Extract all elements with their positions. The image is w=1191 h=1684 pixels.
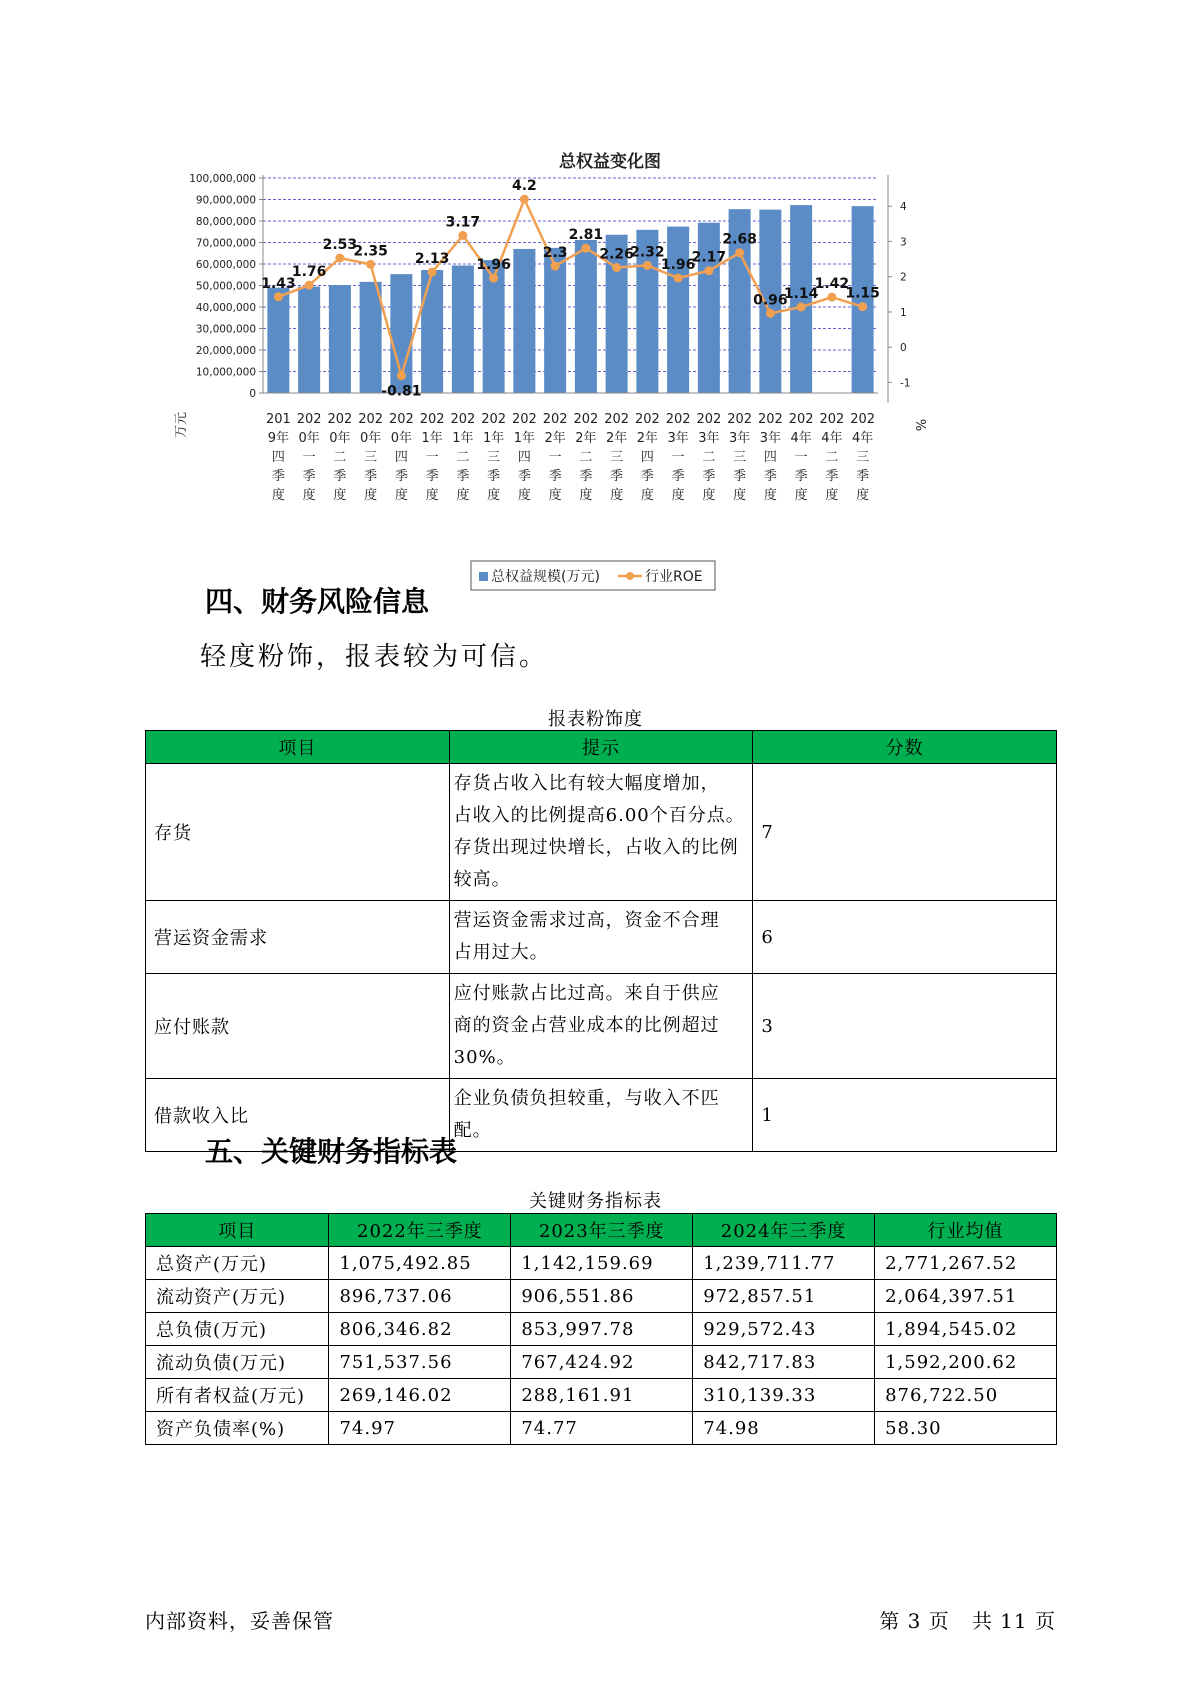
roe-point <box>735 248 744 257</box>
x-tick-label: 202 0年一季度 <box>296 412 322 503</box>
footer-page-number: 第 3 页 共 11 页 <box>879 1609 1056 1633</box>
roe-point <box>458 231 467 240</box>
y-right-tick-label: 2 <box>900 271 907 284</box>
kpi-value: 1,239,711.77 <box>693 1247 875 1280</box>
kpi-item: 总资产(万元) <box>146 1247 329 1280</box>
roe-point <box>489 274 498 283</box>
equity-bar <box>421 270 443 393</box>
x-tick-label: 202 4年三季度 <box>850 412 876 503</box>
table-row <box>146 974 1057 1079</box>
roe-data-label: 2.81 <box>568 227 604 244</box>
roe-data-label: 2.35 <box>353 243 388 260</box>
y-left-tick-label: 60,000,000 <box>195 259 256 271</box>
kpi-value: 1,592,200.62 <box>875 1346 1057 1379</box>
roe-point <box>551 262 560 271</box>
kpi-value: 929,572.43 <box>693 1313 875 1346</box>
equity-bar <box>298 287 320 393</box>
table-row <box>146 1379 1057 1412</box>
roe-data-label: 1.42 <box>814 276 850 293</box>
chart-legend <box>471 561 715 590</box>
y-left-tick-label: 70,000,000 <box>195 237 256 250</box>
header-score: 分数 <box>753 731 1057 764</box>
x-tick-label: 202 3年四季度 <box>757 412 783 503</box>
roe-point <box>274 292 283 301</box>
roe-data-label: 2.32 <box>630 244 665 261</box>
x-tick-label: 202 1年三季度 <box>481 412 507 503</box>
x-tick-label: 202 2年一季度 <box>542 412 568 503</box>
roe-point <box>674 274 683 283</box>
section-4-title: 四、财务风险信息 <box>205 585 430 618</box>
x-tick-label: 202 4年二季度 <box>819 412 845 503</box>
equity-bar <box>452 266 474 393</box>
risk-hint: 存货占收入比有较大幅度增加， 占收入的比例提高6.00个百分点。 存货出现过快增长，占收入的比例 较高。 <box>449 764 753 901</box>
x-tick-label: 202 4年一季度 <box>788 412 814 503</box>
roe-point <box>704 266 713 275</box>
y-right-tick-label: 0 <box>900 342 907 355</box>
kpi-value: 896,737.06 <box>329 1280 511 1313</box>
roe-data-label: 2.53 <box>322 237 358 254</box>
kpi-value: 2,064,397.51 <box>875 1280 1057 1313</box>
risk-hint: 营运资金需求过高，资金不合理 占用过大。 <box>449 901 753 974</box>
y-left-tick-label: 40,000,000 <box>195 302 256 314</box>
kpi-value: 58.30 <box>875 1412 1057 1445</box>
roe-data-label: 1.15 <box>845 285 880 302</box>
kpi-value: 2,771,267.52 <box>875 1247 1057 1280</box>
risk-item: 存货 <box>146 764 450 901</box>
roe-point <box>797 303 806 312</box>
header-hint: 提示 <box>449 731 753 764</box>
section-5-title: 五、关键财务指标表 <box>205 1135 458 1168</box>
risk-item: 应付账款 <box>146 974 450 1079</box>
header-item: 项目 <box>146 731 450 764</box>
equity-bar <box>667 227 689 393</box>
header-item: 项目 <box>146 1214 329 1247</box>
roe-data-label: 1.96 <box>660 257 696 274</box>
equity-bar <box>698 223 720 393</box>
equity-bar <box>575 240 597 393</box>
x-tick-label: 202 1年四季度 <box>511 412 537 503</box>
y-left-tick-label: 30,000,000 <box>195 323 256 336</box>
x-tick-label: 202 1年二季度 <box>450 412 476 503</box>
y-right-tick-label: -1 <box>900 377 911 390</box>
kpi-value: 288,161.91 <box>511 1379 693 1412</box>
kpi-value: 310,139.33 <box>693 1379 875 1412</box>
legend-line-label: 行业ROE <box>645 569 703 585</box>
kpi-value: 269,146.02 <box>329 1379 511 1412</box>
x-tick-label: 201 9年四季度 <box>265 412 291 503</box>
roe-data-label: 2.68 <box>722 231 757 248</box>
kpi-item: 流动负债(万元) <box>146 1346 329 1379</box>
equity-bar <box>267 288 289 393</box>
roe-point <box>643 261 652 270</box>
kpi-table-header <box>146 1214 1057 1247</box>
table-row <box>146 1412 1057 1445</box>
y-right-tick-label: 4 <box>900 201 907 214</box>
y-left-tick-label: 100,000,000 <box>189 173 256 185</box>
kpi-item: 所有者权益(万元) <box>146 1379 329 1412</box>
header-2023q3: 2023年三季度 <box>511 1214 693 1247</box>
kpi-value: 1,894,545.02 <box>875 1313 1057 1346</box>
table-row <box>146 1313 1057 1346</box>
roe-data-label: 1.14 <box>783 286 819 302</box>
kpi-value: 1,142,159.69 <box>511 1247 693 1280</box>
legend-line-marker <box>626 572 634 580</box>
header-industry-avg: 行业均值 <box>875 1214 1057 1247</box>
kpi-item: 总负债(万元) <box>146 1313 329 1346</box>
kpi-table <box>145 1213 1057 1445</box>
kpi-table-caption: 关键财务指标表 <box>529 1191 662 1212</box>
roe-point <box>428 268 437 277</box>
risk-table <box>145 730 1057 1152</box>
roe-data-label: -0.81 <box>381 383 422 400</box>
x-tick-label: 202 2年三季度 <box>604 412 630 503</box>
table-row <box>146 1280 1057 1313</box>
x-tick-label: 202 3年三季度 <box>727 412 753 503</box>
roe-point <box>766 309 775 318</box>
risk-hint: 企业负债负担较重，与收入不匹 配。 <box>449 1079 753 1152</box>
y-left-tick-label: 10,000,000 <box>195 366 256 379</box>
roe-data-label: 1.76 <box>291 264 327 281</box>
kpi-item: 流动资产(万元) <box>146 1280 329 1313</box>
roe-data-label: 4.2 <box>511 178 537 195</box>
roe-point <box>520 195 529 204</box>
kpi-value: 906,551.86 <box>511 1280 693 1313</box>
y-left-tick-label: 80,000,000 <box>195 216 256 228</box>
roe-point <box>827 293 836 302</box>
risk-table-caption: 报表粉饰度 <box>548 709 643 730</box>
kpi-value: 74.77 <box>511 1412 693 1445</box>
kpi-value: 972,857.51 <box>693 1280 875 1313</box>
roe-data-label: 2.17 <box>691 249 727 266</box>
equity-bar <box>329 285 351 393</box>
kpi-value: 74.97 <box>329 1412 511 1445</box>
kpi-value: 842,717.83 <box>693 1346 875 1379</box>
risk-score: 6 <box>753 901 1057 974</box>
y-left-label: 万元 <box>174 411 189 439</box>
roe-point <box>305 281 314 290</box>
roe-data-label: 2.26 <box>599 246 634 263</box>
roe-data-label: 3.17 <box>445 214 481 231</box>
roe-point <box>366 260 375 269</box>
equity-change-chart <box>170 140 1050 600</box>
table-row <box>146 1346 1057 1379</box>
roe-data-label: 1.43 <box>261 275 296 292</box>
x-tick-label: 202 2年二季度 <box>573 412 599 503</box>
x-axis-labels <box>266 412 875 503</box>
legend-bar-label: 总权益规模(万元) <box>491 569 600 585</box>
y-left-tick-label: 90,000,000 <box>195 194 256 207</box>
y-left-tick-label: 50,000,000 <box>195 280 256 293</box>
risk-item: 营运资金需求 <box>146 901 450 974</box>
y-left-tick-label: 0 <box>249 388 256 400</box>
data-labels <box>261 178 880 400</box>
x-tick-label: 202 3年一季度 <box>665 412 691 503</box>
kpi-item: 资产负债率(%) <box>146 1412 329 1445</box>
table-row <box>146 1247 1057 1280</box>
kpi-value: 74.98 <box>693 1412 875 1445</box>
risk-score: 3 <box>753 974 1057 1079</box>
y-right-tick-label: 3 <box>900 236 907 249</box>
y-right-tick-label: 1 <box>900 306 907 319</box>
risk-item: 借款收入比 <box>146 1079 450 1152</box>
roe-data-label: 0.96 <box>753 292 788 309</box>
x-tick-label: 202 2年四季度 <box>634 412 660 503</box>
equity-bar <box>360 282 382 393</box>
x-tick-label: 202 0年四季度 <box>388 412 414 503</box>
x-tick-label: 202 0年二季度 <box>327 412 353 503</box>
kpi-value: 751,537.56 <box>329 1346 511 1379</box>
equity-bar <box>513 249 535 393</box>
table-row <box>146 901 1057 974</box>
header-2024q3: 2024年三季度 <box>693 1214 875 1247</box>
kpi-value: 1,075,492.85 <box>329 1247 511 1280</box>
footer-confidential-note: 内部资料，妥善保管 <box>145 1609 334 1633</box>
y-right-label: % <box>912 418 927 432</box>
x-tick-label: 202 3年二季度 <box>696 412 722 503</box>
roe-point <box>397 371 406 380</box>
risk-hint: 应付账款占比过高。来自于供应 商的资金占营业成本的比例超过 30%。 <box>449 974 753 1079</box>
risk-score: 7 <box>753 764 1057 901</box>
legend-bar-swatch <box>479 572 488 581</box>
chart-title: 总权益变化图 <box>559 152 661 172</box>
roe-point <box>335 254 344 263</box>
kpi-value: 876,722.50 <box>875 1379 1057 1412</box>
kpi-value: 853,997.78 <box>511 1313 693 1346</box>
y-left-tick-label: 20,000,000 <box>195 345 256 357</box>
x-tick-label: 202 1年一季度 <box>419 412 445 503</box>
kpi-value: 767,424.92 <box>511 1346 693 1379</box>
roe-point <box>581 244 590 253</box>
roe-data-label: 2.3 <box>542 245 568 262</box>
risk-table-header <box>146 731 1057 764</box>
table-row <box>146 764 1057 901</box>
kpi-value: 806,346.82 <box>329 1313 511 1346</box>
roe-point <box>612 263 621 272</box>
roe-data-label: 1.96 <box>476 257 511 274</box>
roe-point <box>858 302 867 311</box>
x-tick-label: 202 0年三季度 <box>358 412 384 503</box>
roe-data-label: 2.13 <box>414 251 450 268</box>
header-2022q3: 2022年三季度 <box>329 1214 511 1247</box>
risk-summary: 轻度粉饰，报表较为可信。 <box>200 642 549 672</box>
risk-score: 1 <box>753 1079 1057 1152</box>
